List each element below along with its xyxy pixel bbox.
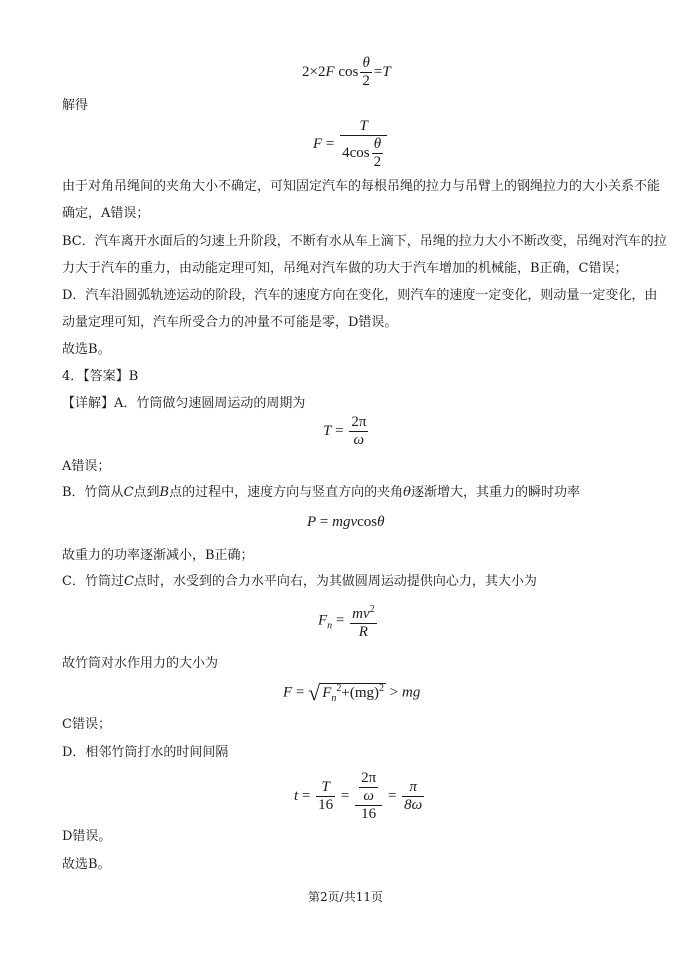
cos: cos <box>338 63 359 80</box>
subscript: n <box>331 692 337 704</box>
square-root <box>308 680 386 706</box>
text-line: D错误。 <box>62 829 112 844</box>
fraction <box>316 779 335 814</box>
denominator: 16 <box>318 797 334 813</box>
numerator <box>350 601 377 623</box>
text-segment: C．竹筒过 <box>62 574 124 589</box>
equals: = <box>387 787 397 804</box>
equals: = <box>325 135 335 152</box>
equals: = <box>335 422 344 439</box>
radical-sign: √ <box>308 680 321 705</box>
formula-force-balance <box>302 55 391 90</box>
radicand <box>320 682 386 704</box>
superscript: 2 <box>369 604 375 615</box>
equals: = <box>335 612 345 629</box>
formula-centripetal <box>318 601 379 641</box>
inner-fraction <box>372 136 384 171</box>
fraction <box>350 601 377 641</box>
fraction <box>402 779 424 814</box>
fraction <box>340 118 387 171</box>
equals: = <box>373 63 383 80</box>
numerator: T <box>321 779 330 795</box>
var-F: F <box>283 684 293 701</box>
var-F: F <box>325 63 335 80</box>
denominator: R <box>350 623 377 641</box>
inner-denominator: ω <box>359 787 378 805</box>
inner-numerator: θ <box>373 136 382 152</box>
equals: = <box>301 787 311 804</box>
coefficient: 2×2 <box>302 63 326 80</box>
formula-time-interval <box>294 770 426 823</box>
numerator: π <box>409 779 417 795</box>
var-F: F <box>313 135 323 152</box>
text-segment: 逐渐增大，其重力的瞬时功率 <box>410 485 580 500</box>
equals: = <box>340 787 350 804</box>
denominator: 2 <box>362 73 370 89</box>
text-segment: 点的过程中，速度方向与竖直方向的夹角 <box>169 485 404 500</box>
point-label: B <box>159 485 170 500</box>
formula-F-result <box>313 118 389 171</box>
numerator: T <box>359 118 368 134</box>
formula-power <box>307 514 385 531</box>
cos: cos <box>357 514 378 530</box>
var-T: T <box>323 422 332 439</box>
angle-symbol: θ <box>403 485 411 500</box>
text-line: C错误； <box>62 717 111 732</box>
formula-period <box>323 414 370 449</box>
var-T: T <box>382 63 391 80</box>
text-line: 力大于汽车的重力，由动能定理可知，吊绳对汽车做的功大于汽车增加的机械能，B正确，C错误； <box>62 261 628 276</box>
inner-numerator: 2π <box>361 770 377 786</box>
superscript: 2 <box>379 682 385 694</box>
text-segment: 点到 <box>133 485 160 500</box>
text-line: BC．汽车离开水面后的匀速上升阶段，不断有水从车上滴下，吊绳的拉力大小不断改变，吊绳对汽车的拉 <box>62 234 667 249</box>
denominator: 8ω <box>404 797 423 813</box>
inner-denominator: 2 <box>373 154 382 170</box>
numerator: 2π <box>351 414 367 430</box>
text-line: 由于对角吊绳间的夹角大小不确定，可知固定汽车的每根吊绳的拉力与吊臂上的钢绳拉力的大小关系不能 <box>62 179 661 194</box>
var-F: F <box>322 684 332 701</box>
mg-term: +(mg) <box>341 684 380 701</box>
page-number: 第2页/共11页 <box>308 890 383 904</box>
theta: θ <box>377 514 385 530</box>
denominator: 16 <box>355 805 382 823</box>
text-line: D．相邻竹筒打水的时间间隔 <box>62 745 229 760</box>
formula-resultant-force <box>283 680 420 706</box>
denominator <box>340 135 387 171</box>
text-line: 解得 <box>62 98 89 113</box>
text-line <box>62 573 537 591</box>
answer-heading: 4．【答案】B <box>62 369 139 384</box>
fraction <box>360 55 372 90</box>
denominator: ω <box>349 431 368 449</box>
greater-than: > <box>389 684 399 701</box>
numerator <box>355 770 382 805</box>
point-label: C <box>123 574 134 589</box>
subscript: n <box>327 620 333 632</box>
text-line: 故选B。 <box>62 857 111 872</box>
equals: = <box>319 514 329 530</box>
text-line: 故选B。 <box>62 342 111 357</box>
text-segment: 点时，水受到的合力水平向右，为其做圆周运动提供向心力，其大小为 <box>133 574 537 589</box>
mgv: mgv <box>332 514 358 530</box>
var-t: t <box>294 787 299 804</box>
numerator: θ <box>362 55 370 71</box>
var-P: P <box>307 514 317 530</box>
text-segment: B．竹筒从 <box>62 485 124 500</box>
var-F: F <box>318 612 328 629</box>
point-label: C <box>123 485 134 500</box>
text-line: 确定，A错误； <box>62 206 150 221</box>
text-line: A错误； <box>62 459 111 474</box>
equals: = <box>295 684 305 701</box>
superscript: 2 <box>336 682 342 694</box>
text-line: 故竹筒对水作用力的大小为 <box>62 656 219 671</box>
mg: mg <box>401 684 421 701</box>
fraction <box>349 414 368 449</box>
text-line: 故重力的功率逐渐减小，B正确； <box>62 548 254 563</box>
text-line: 动量定理可知，汽车所受合力的冲量不可能是零，D错误。 <box>62 315 398 330</box>
mv: mv <box>352 606 370 622</box>
compound-fraction <box>355 770 382 823</box>
inner-fraction <box>359 770 378 805</box>
text-line: 【详解】A．竹筒做匀速圆周运动的周期为 <box>62 396 306 411</box>
text-line <box>62 484 580 502</box>
den-coef: 4cos <box>342 144 370 161</box>
text-line: D．汽车沿圆弧轨迹运动的阶段，汽车的速度方向在变化，则汽车的速度一定变化，则动量一定变化，由 <box>62 288 658 303</box>
